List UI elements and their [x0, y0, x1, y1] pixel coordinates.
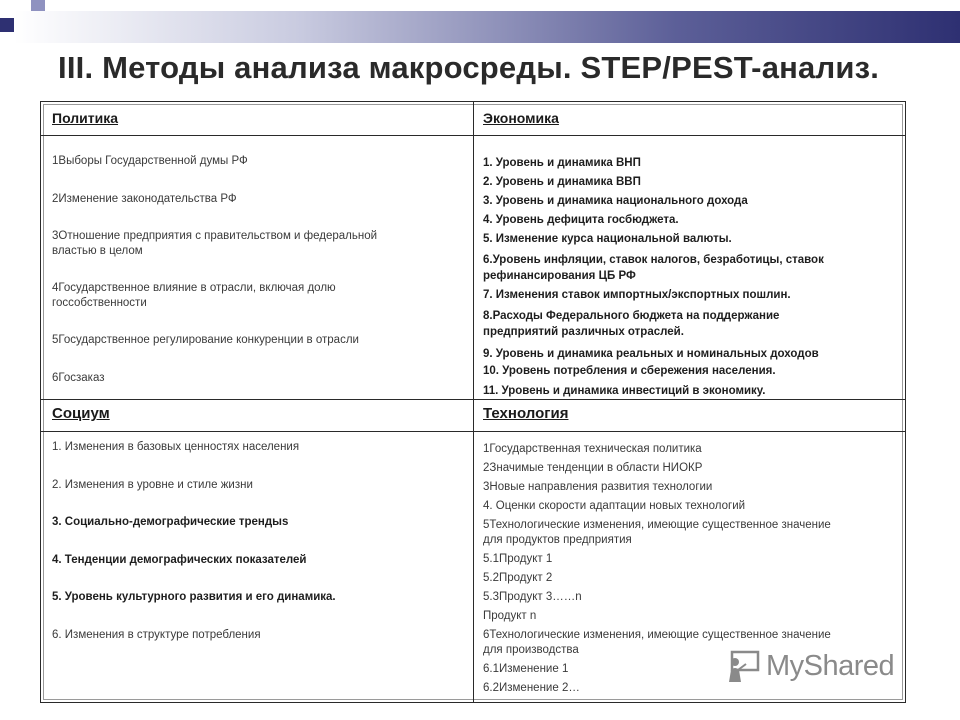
list-item: 2Изменение законодательства РФ: [52, 192, 237, 205]
list-item: властью в целом: [52, 244, 143, 257]
list-item: 4. Оценки скорости адаптации новых технологий: [483, 500, 746, 512]
list-item: 11. Уровень и динамика инвестиций в экономику.: [483, 385, 766, 397]
list-item: 2. Изменения в уровне и стиле жизни: [52, 478, 253, 491]
list-item: 6Госзаказ: [52, 371, 105, 384]
politics-list: [52, 154, 467, 385]
heading-economy: Экономика: [483, 110, 559, 126]
watermark-text: MyShared: [766, 649, 895, 682]
list-item: 8.Расходы Федерального бюджета на поддержание: [483, 310, 780, 322]
list-item: 3Отношение предприятия с правительством и федеральной: [52, 230, 378, 242]
list-item: 5.3Продукт 3……n: [483, 591, 582, 603]
list-item: 6. Изменения в структуре потребления: [52, 628, 261, 641]
list-item: 6.Уровень инфляции, ставок налогов, безработицы, ставок: [483, 254, 824, 266]
slide-title: III. Методы анализа макросреды. STEP/PEST-анализ.: [58, 50, 880, 85]
list-item: 5Государственное регулирование конкуренции в отрасли: [52, 334, 359, 346]
list-item: предприятий различных отраслей.: [483, 326, 684, 338]
list-item: 1. Уровень и динамика ВНП: [483, 157, 641, 169]
list-item: Продукт n: [483, 610, 537, 622]
list-item: 9. Уровень и динамика реальных и номинальных доходов: [483, 348, 819, 360]
list-item: для производства: [483, 644, 579, 656]
list-item: 3Новые направления развития технологии: [483, 481, 713, 493]
list-item: 6Технологические изменения, имеющие существенное значение: [483, 629, 831, 641]
heading-technology: Технология: [483, 405, 569, 422]
heading-politics: Политика: [52, 110, 119, 126]
list-item: 3. Социально-демографические трендыs: [52, 516, 289, 528]
myshared-watermark: [726, 644, 916, 688]
society-list: [52, 440, 467, 642]
list-item: 6.2Изменение 2…: [483, 682, 580, 694]
list-item: 10. Уровень потребления и сбережения населения.: [483, 365, 776, 377]
list-item: 4. Тенденции демографических показателей: [52, 553, 307, 566]
table-row-divider: [41, 135, 905, 136]
title-gradient-bar: [14, 11, 960, 43]
list-item: рефинансирования ЦБ РФ: [483, 270, 636, 282]
list-item: 2Значимые тенденции в области НИОКР: [483, 462, 703, 474]
list-item: 4. Уровень дефицита госбюджета.: [483, 214, 679, 226]
table-column-divider: [473, 102, 474, 702]
list-item: госсобственности: [52, 296, 147, 309]
list-item: 1Выборы Государственной думы РФ: [52, 155, 248, 167]
list-item: 1Государственная техническая политика: [483, 443, 702, 455]
list-item: 2. Уровень и динамика ВВП: [483, 176, 641, 188]
list-item: 5.2Продукт 2: [483, 572, 553, 584]
list-item: 3. Уровень и динамика национального дохода: [483, 195, 748, 207]
economy-list: [483, 154, 901, 400]
list-item: 6.1Изменение 1: [483, 663, 569, 675]
list-item: 5Технологические изменения, имеющие существенное значение: [483, 519, 831, 531]
list-item: 7. Изменения ставок импортных/экспортных пошлин.: [483, 289, 791, 301]
list-item: 4Государственное влияние в отрасли, включая долю: [52, 282, 336, 294]
pest-table: [40, 101, 906, 703]
list-item: 5.1Продукт 1: [483, 553, 553, 565]
list-item: 5. Уровень культурного развития и его динамика.: [52, 591, 336, 603]
list-item: для продуктов предприятия: [483, 534, 632, 546]
heading-society: Социум: [52, 405, 110, 422]
list-item: 5. Изменение курса национальной валюты.: [483, 233, 732, 245]
table-row-divider: [41, 431, 905, 432]
teacher-board-icon: [726, 648, 762, 684]
list-item: 1. Изменения в базовых ценностях населения: [52, 441, 300, 453]
